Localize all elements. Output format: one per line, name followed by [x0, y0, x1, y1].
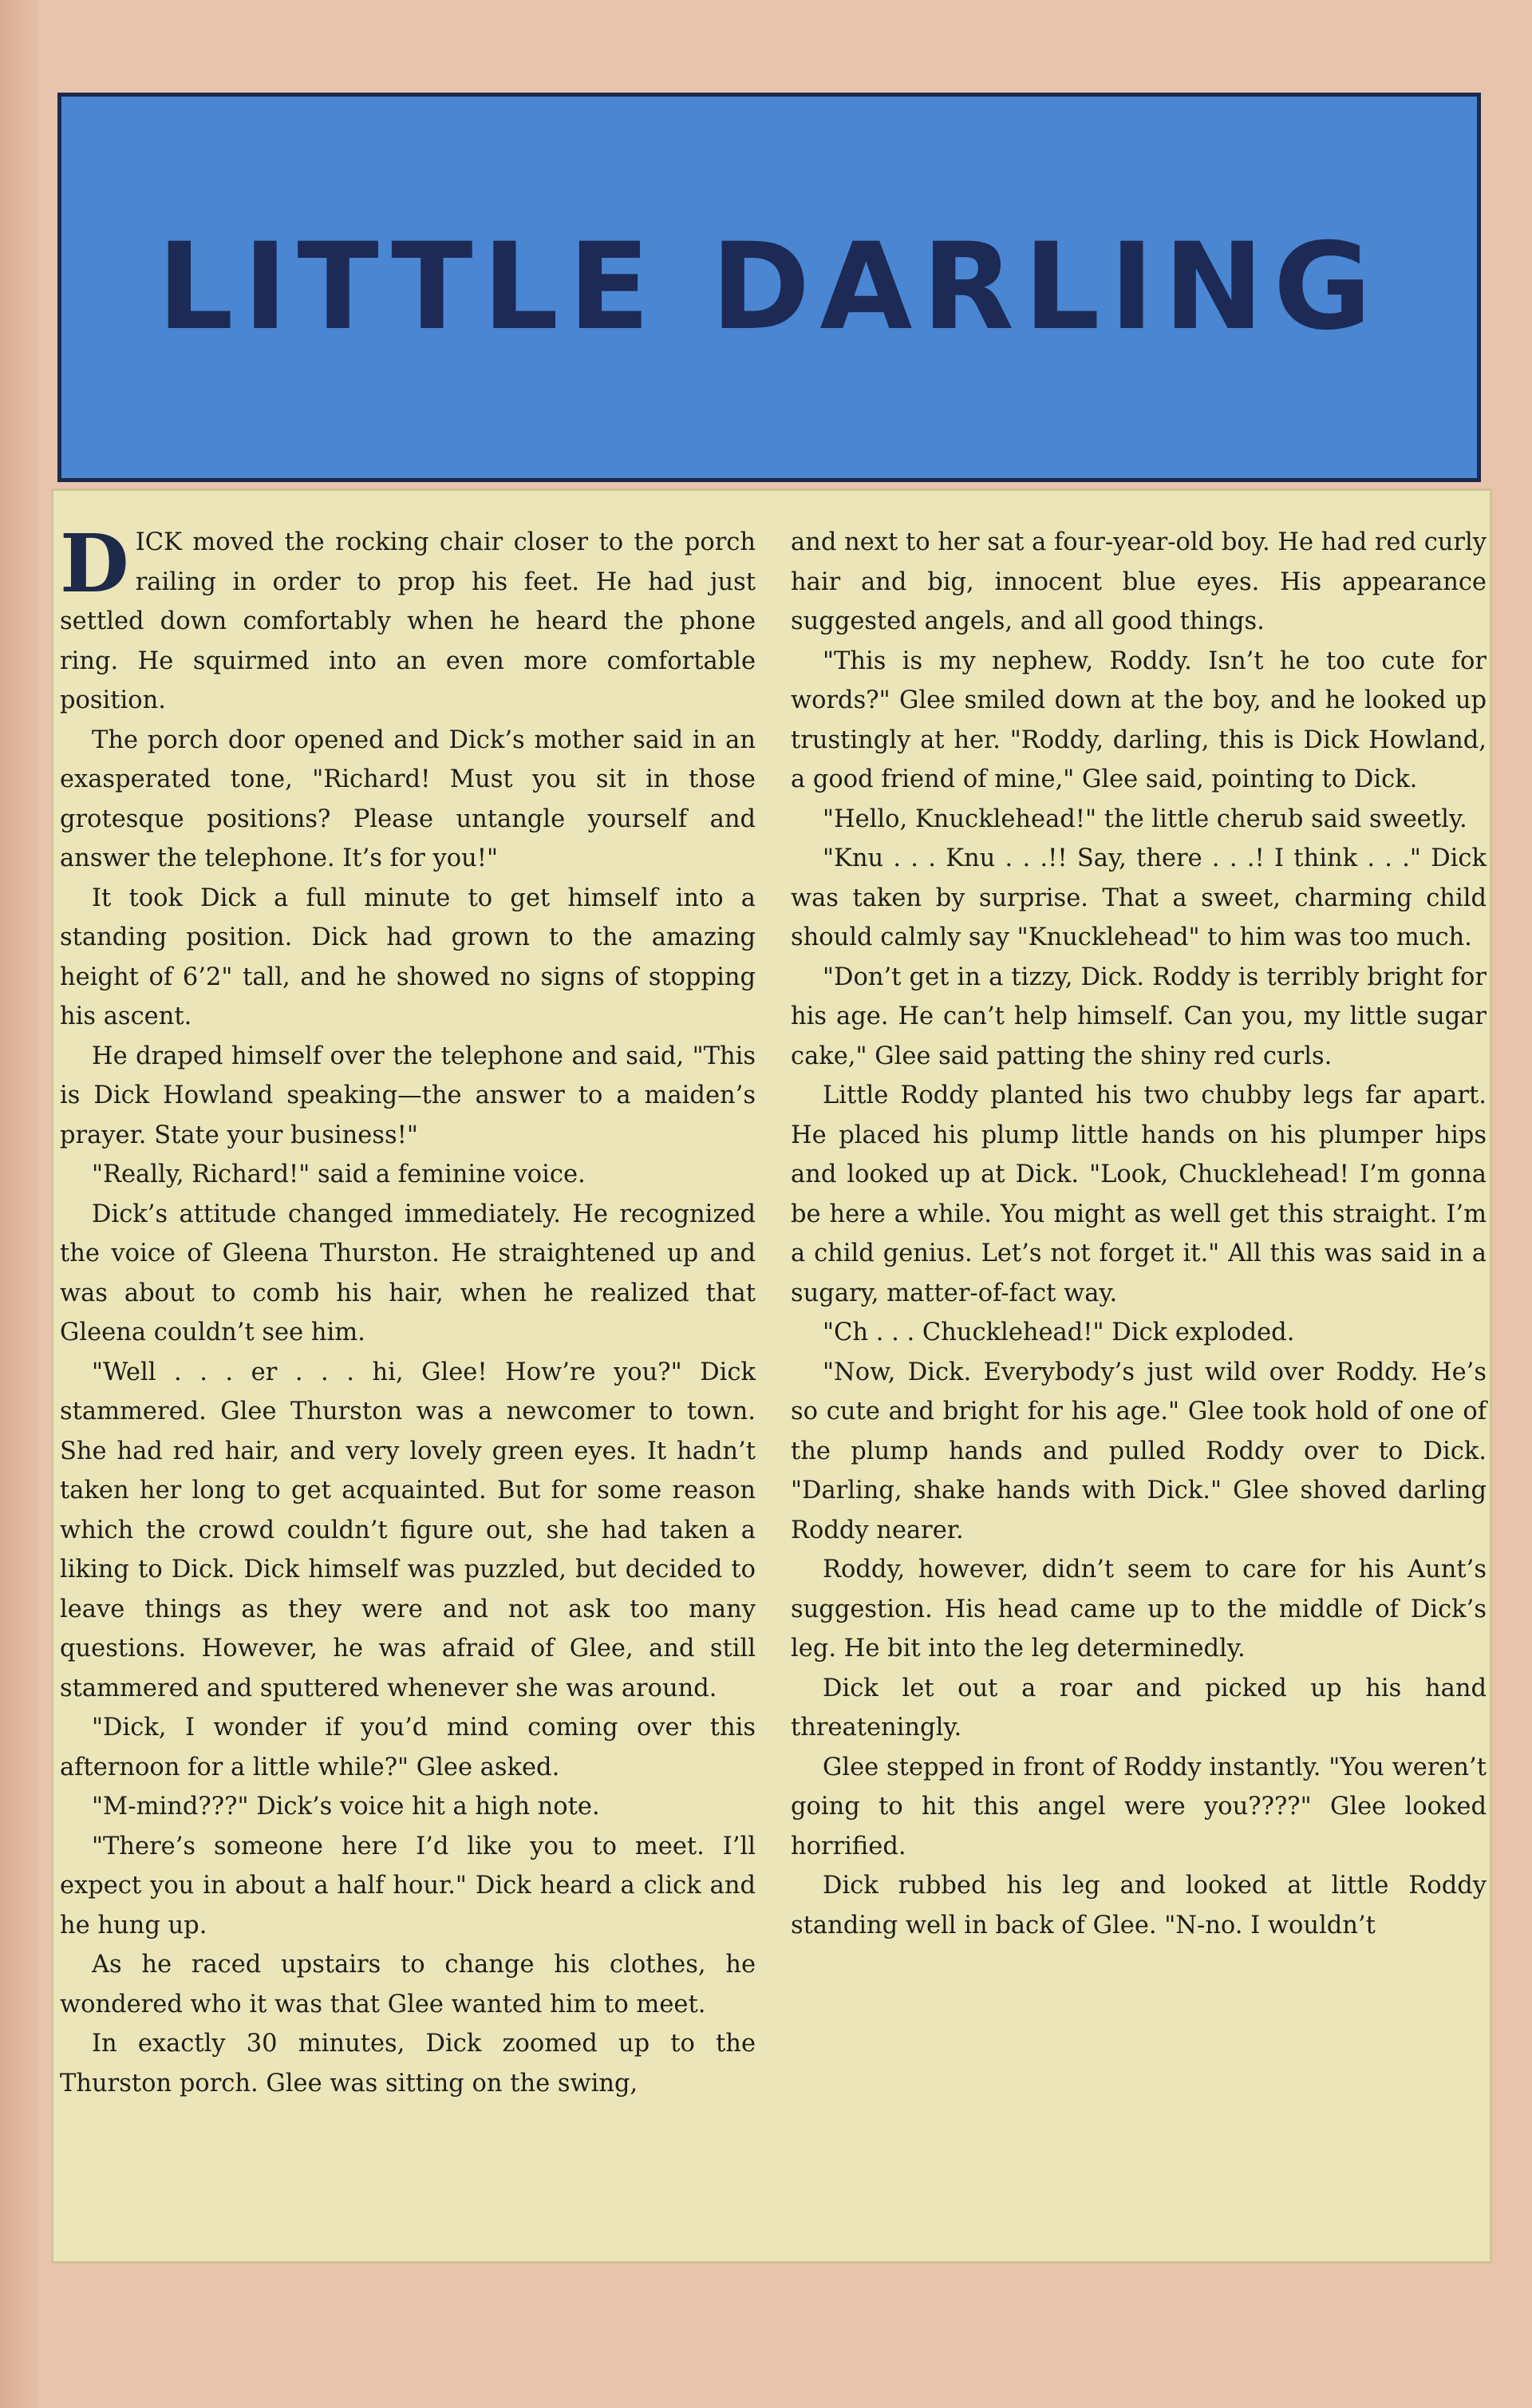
paragraph: Dick rubbed his leg and looked at little Roddy standing well in back of Glee. "N-no. I wouldn’t	[791, 1872, 1487, 1939]
paragraph: Glee stepped in front of Roddy instantly. "You weren’t going to hit this angel were you????" Glee looked horrified.	[791, 1753, 1487, 1860]
paragraph: "This is my nephew, Roddy. Isn’t he too cute for words?" Glee smiled down at the boy, and he looked up trustingly at her. "Roddy, darling, this is Dick Howland, a good friend of mine," Glee said, pointing to Dick.	[791, 646, 1487, 793]
paragraph: "Ch . . . Chucklehead!" Dick exploded.	[823, 1319, 1295, 1346]
paragraph: "Now, Dick. Everybody’s just wild over Roddy. He’s so cute and bright for his age." Glee took hold of one of the plump hands and pulled Roddy over to Dick. "Darling, shake hands with Dick." Glee shoved darling Roddy nearer.	[791, 1358, 1487, 1544]
paragraph: As he raced upstairs to change his clothes, he wondered who it was that Glee wanted him to meet.	[60, 1951, 756, 2019]
paragraph: "Don’t get in a tizzy, Dick. Roddy is terribly bright for his age. He can’t help himself. Can you, my little sugar cake," Glee said patting the shiny red curls.	[791, 963, 1487, 1070]
paragraph: Dick’s attitude changed immediately. He recognized the voice of Gleena Thurston. He straightened up and was about to comb his hair, when he realized that Gleena couldn’t see him.	[60, 1200, 756, 1346]
paragraph-text: ICK moved the rocking chair closer to the porch railing in order to prop his feet. He had just settled down comfortably when he heard the phone ring. He squirmed into an even more comfortable position.	[60, 528, 756, 714]
paragraph: and next to her sat a four-year-old boy. He had red curly hair and big, innocent blue eyes. His appearance suggested angels, and all good things.	[791, 528, 1487, 635]
paragraph: "Dick, I wonder if you’d mind coming over this afternoon for a little while?" Glee asked.	[60, 1714, 756, 1781]
paragraph: In exactly 30 minutes, Dick zoomed up to the Thurston porch. Glee was sitting on the swing,	[60, 2030, 756, 2098]
paragraph: "Knu . . . Knu . . .!! Say, there . . .! I think . . ." Dick was taken by surprise. That a sweet, charming child should calmly say "Knucklehead" to him was too much.	[791, 844, 1487, 951]
page-edge	[0, 0, 38, 2408]
paragraph: Little Roddy planted his two chubby legs far apart. He placed his plump little hands on his plumper hips and looked up at Dick. "Look, Chucklehead! I’m gonna be here a while. You might as well get this straight. I’m a child genius. Let’s not forget it." All this was said in a sugary, matter-of-fact way.	[791, 1081, 1487, 1307]
title-banner	[57, 93, 1481, 482]
drop-cap: D	[60, 516, 129, 611]
paragraph: Roddy, however, didn’t seem to care for his Aunt’s suggestion. His head came up to the middle of Dick’s leg. He bit into the leg determinedly.	[791, 1556, 1487, 1663]
paragraph: "Hello, Knucklehead!" the little cherub said sweetly.	[823, 805, 1467, 833]
paragraph: "There’s someone here I’d like you to meet. I’ll expect you in about a half hour." Dick heard a click and he hung up.	[60, 1832, 756, 1939]
story-title: LITTLE DARLING	[157, 218, 1381, 357]
paragraph: He draped himself over the telephone and said, "This is Dick Howland speaking—the answer to a maiden’s prayer. State your business!"	[60, 1042, 756, 1149]
paragraph: It took Dick a full minute to get himself into a standing position. Dick had grown to the amazing height of 6’2" tall, and he showed no signs of stopping his ascent.	[60, 884, 756, 1030]
left-column	[60, 516, 756, 2103]
paragraph	[60, 516, 756, 721]
paragraph: "Well . . . er . . . hi, Glee! How’re you?" Dick stammered. Glee Thurston was a newcomer to town. She had red hair, and very lovely green eyes. It hadn’t taken her long to get acquainted. But for some reason which the crowd couldn’t figure out, she had taken a liking to Dick. Dick himself was puzzled, but decided to leave things as they were and not ask too many questions. However, he was afraid of Glee, and still stammered and sputtered whenever she was around.	[60, 1358, 756, 1702]
paragraph: "Really, Richard!" said a feminine voice.	[92, 1161, 586, 1188]
paragraph: Dick let out a roar and picked up his hand threateningly.	[791, 1674, 1487, 1742]
paragraph: "M-mind???" Dick’s voice hit a high note.	[92, 1793, 600, 1821]
paragraph: The porch door opened and Dick’s mother said in an exasperated tone, "Richard! Must you sit in those grotesque positions? Please untangle yourself and answer the telephone. It’s for you!"	[60, 726, 756, 872]
story-text-panel	[51, 488, 1492, 2264]
right-column	[791, 523, 1487, 1945]
